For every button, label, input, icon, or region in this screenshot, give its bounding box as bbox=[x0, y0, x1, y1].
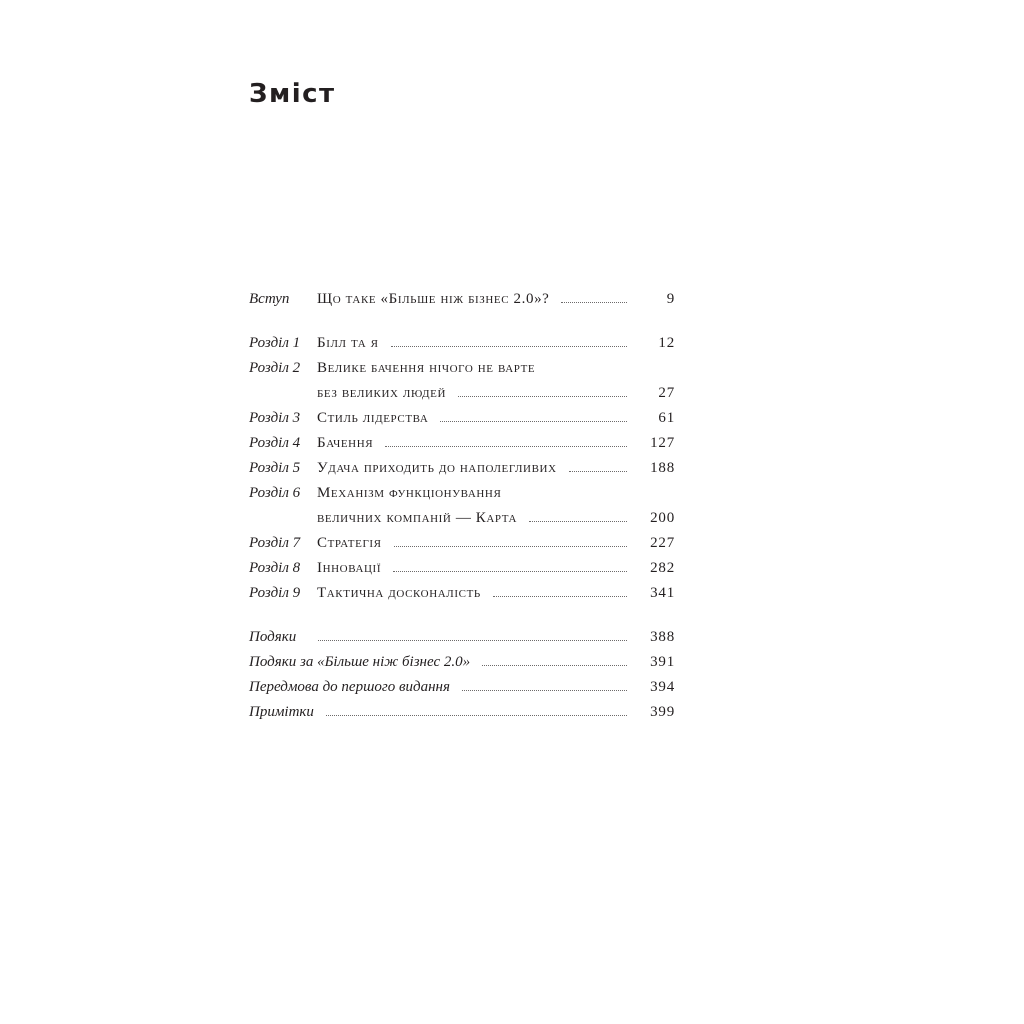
dot-leader bbox=[529, 520, 627, 522]
entry-label: Розділ 9 bbox=[249, 585, 301, 601]
dot-leader bbox=[462, 689, 627, 691]
entry-label: Розділ 2 bbox=[249, 360, 301, 376]
entry-label: Розділ 3 bbox=[249, 410, 301, 426]
entry-page: 188 bbox=[650, 460, 675, 476]
page-title: Зміст bbox=[249, 79, 336, 109]
entry-page: 9 bbox=[666, 291, 675, 307]
toc-entry-intro bbox=[249, 287, 675, 312]
dot-leader bbox=[561, 301, 627, 303]
entry-title: Тактична досконалість bbox=[317, 585, 481, 601]
entry-page: 341 bbox=[650, 585, 675, 601]
entry-page: 12 bbox=[658, 335, 675, 351]
dot-leader bbox=[318, 639, 627, 641]
toc-entry-chapter-4 bbox=[249, 431, 675, 456]
entry-page: 388 bbox=[650, 629, 675, 645]
entry-title: Удача приходить до наполегливих bbox=[317, 460, 557, 476]
toc-entry-notes bbox=[249, 700, 675, 725]
dot-leader bbox=[440, 420, 627, 422]
entry-title: Передмова до першого видання bbox=[249, 679, 450, 695]
entry-title: Стратегія bbox=[317, 535, 382, 551]
toc-entry-chapter-6-continued bbox=[249, 506, 675, 531]
entry-label: Розділ 5 bbox=[249, 460, 301, 476]
entry-label: Розділ 8 bbox=[249, 560, 301, 576]
entry-title: без великих людей bbox=[317, 385, 447, 401]
dot-leader bbox=[482, 664, 627, 666]
entry-title: Велике бачення нічого не варте bbox=[317, 360, 536, 376]
entry-page: 399 bbox=[650, 704, 675, 720]
entry-page: 282 bbox=[650, 560, 675, 576]
dot-leader bbox=[493, 595, 627, 597]
toc-entry-chapter-7 bbox=[249, 531, 675, 556]
toc-entry-chapter-1 bbox=[249, 331, 675, 356]
entry-title: Подяки за «Більше ніж бізнес 2.0» bbox=[249, 654, 471, 670]
entry-label: Вступ bbox=[249, 291, 290, 307]
dot-leader bbox=[458, 395, 627, 397]
entry-page: 27 bbox=[658, 385, 675, 401]
entry-page: 394 bbox=[650, 679, 675, 695]
toc-entry-foreword bbox=[249, 675, 675, 700]
entry-label: Розділ 4 bbox=[249, 435, 301, 451]
entry-title: Подяки bbox=[249, 629, 297, 645]
entry-title: Стиль лідерства bbox=[317, 410, 429, 426]
entry-label: Розділ 1 bbox=[249, 335, 301, 351]
entry-page: 61 bbox=[658, 410, 675, 426]
dot-leader bbox=[391, 345, 627, 347]
toc-entry-acknowledgements bbox=[249, 625, 675, 650]
entry-page: 200 bbox=[650, 510, 675, 526]
entry-title: Механізм функціонування bbox=[317, 485, 502, 501]
toc-entry-chapter-9 bbox=[249, 581, 675, 606]
table-of-contents bbox=[249, 287, 675, 725]
entry-title: Що таке «Більше ніж бізнес 2.0»? bbox=[317, 291, 550, 307]
entry-label: Розділ 7 bbox=[249, 535, 301, 551]
entry-title: величних компаній — Карта bbox=[317, 510, 518, 526]
entry-title: Примітки bbox=[249, 704, 314, 720]
toc-entry-chapter-2 bbox=[249, 356, 675, 381]
entry-title: Бачення bbox=[317, 435, 374, 451]
toc-entry-chapter-3 bbox=[249, 406, 675, 431]
entry-title: Інновації bbox=[317, 560, 382, 576]
toc-entry-chapter-8 bbox=[249, 556, 675, 581]
toc-entry-acknowledgements-2 bbox=[249, 650, 675, 675]
entry-label: Розділ 6 bbox=[249, 485, 301, 501]
entry-page: 391 bbox=[650, 654, 675, 670]
dot-leader bbox=[393, 570, 627, 572]
entry-page: 227 bbox=[650, 535, 675, 551]
dot-leader bbox=[385, 445, 627, 447]
entry-title: Білл та я bbox=[317, 335, 379, 351]
entry-page: 127 bbox=[650, 435, 675, 451]
dot-leader bbox=[394, 545, 627, 547]
toc-entry-chapter-6 bbox=[249, 481, 675, 506]
toc-entry-chapter-5 bbox=[249, 456, 675, 481]
dot-leader bbox=[569, 470, 627, 472]
toc-entry-chapter-2-continued bbox=[249, 381, 675, 406]
dot-leader bbox=[326, 714, 627, 716]
